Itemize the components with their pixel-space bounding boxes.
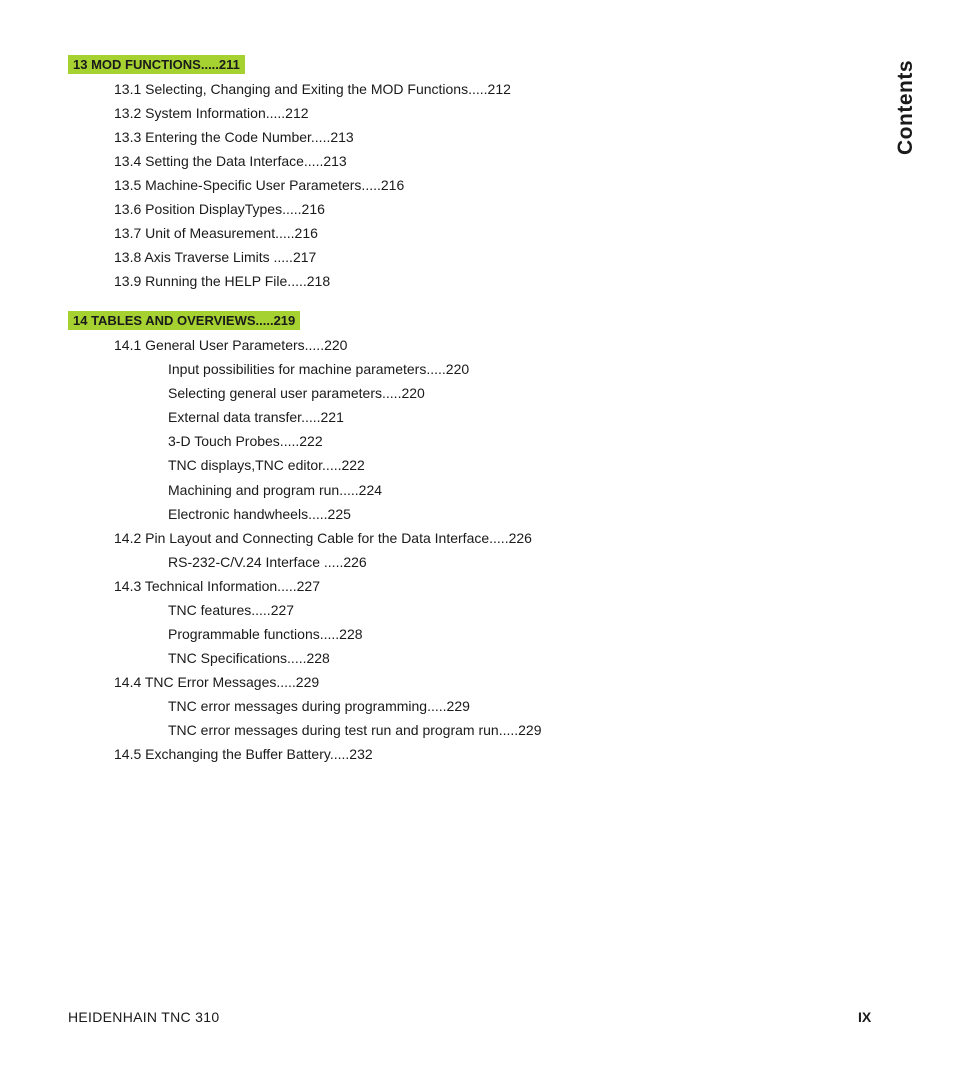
toc-subentry[interactable]: 3-D Touch Probes.....222 — [168, 433, 323, 449]
toc-entry-13-5[interactable]: 13.5 Machine-Specific User Parameters.....216 — [114, 177, 405, 193]
toc-entry-14-3[interactable]: 14.3 Technical Information.....227 — [114, 578, 320, 594]
chapter-13-heading[interactable]: 13 MOD FUNCTIONS.....211 — [68, 55, 245, 74]
toc-entry-13-7[interactable]: 13.7 Unit of Measurement.....216 — [114, 225, 318, 241]
toc-entry-14-4[interactable]: 14.4 TNC Error Messages.....229 — [114, 674, 320, 690]
toc-entry-13-2[interactable]: 13.2 System Information.....212 — [114, 105, 309, 121]
toc-subentry[interactable]: Electronic handwheels.....225 — [168, 506, 351, 522]
toc-subentry[interactable]: Selecting general user parameters.....220 — [168, 385, 425, 401]
toc-subentry[interactable]: Programmable functions.....228 — [168, 626, 363, 642]
toc-entry-13-9[interactable]: 13.9 Running the HELP File.....218 — [114, 273, 331, 289]
toc-subentry[interactable]: TNC Specifications.....228 — [168, 650, 330, 666]
toc-subentry[interactable]: RS-232-C/V.24 Interface .....226 — [168, 554, 367, 570]
chapter-14-heading[interactable]: 14 TABLES AND OVERVIEWS.....219 — [68, 311, 300, 330]
toc-entry-13-8[interactable]: 13.8 Axis Traverse Limits .....217 — [114, 249, 317, 265]
toc-subentry[interactable]: TNC displays,TNC editor.....222 — [168, 457, 365, 473]
toc-subentry[interactable]: TNC error messages during test run and program run.....229 — [168, 722, 542, 738]
toc-entry-13-4[interactable]: 13.4 Setting the Data Interface.....213 — [114, 153, 347, 169]
toc-subentry[interactable]: External data transfer.....221 — [168, 409, 344, 425]
toc-subentry[interactable]: TNC error messages during programming.....229 — [168, 698, 470, 714]
footer-product-name: HEIDENHAIN TNC 310 — [68, 1009, 220, 1025]
toc-subentry[interactable]: TNC features.....227 — [168, 602, 295, 618]
toc-entry-13-3[interactable]: 13.3 Entering the Code Number.....213 — [114, 129, 354, 145]
footer-page-number: IX — [858, 1009, 872, 1025]
toc-entry-13-1[interactable]: 13.1 Selecting, Changing and Exiting the MOD Functions.....212 — [114, 81, 511, 97]
toc-entry-13-6[interactable]: 13.6 Position DisplayTypes.....216 — [114, 201, 325, 217]
toc-entry-14-2[interactable]: 14.2 Pin Layout and Connecting Cable for the Data Interface.....226 — [114, 530, 532, 546]
toc-subentry[interactable]: Input possibilities for machine parameters.....220 — [168, 361, 470, 377]
side-title: Contents — [894, 60, 917, 155]
toc-entry-14-5[interactable]: 14.5 Exchanging the Buffer Battery.....232 — [114, 746, 373, 762]
toc-subentry[interactable]: Machining and program run.....224 — [168, 482, 383, 498]
toc-entry-14-1[interactable]: 14.1 General User Parameters.....220 — [114, 337, 348, 353]
